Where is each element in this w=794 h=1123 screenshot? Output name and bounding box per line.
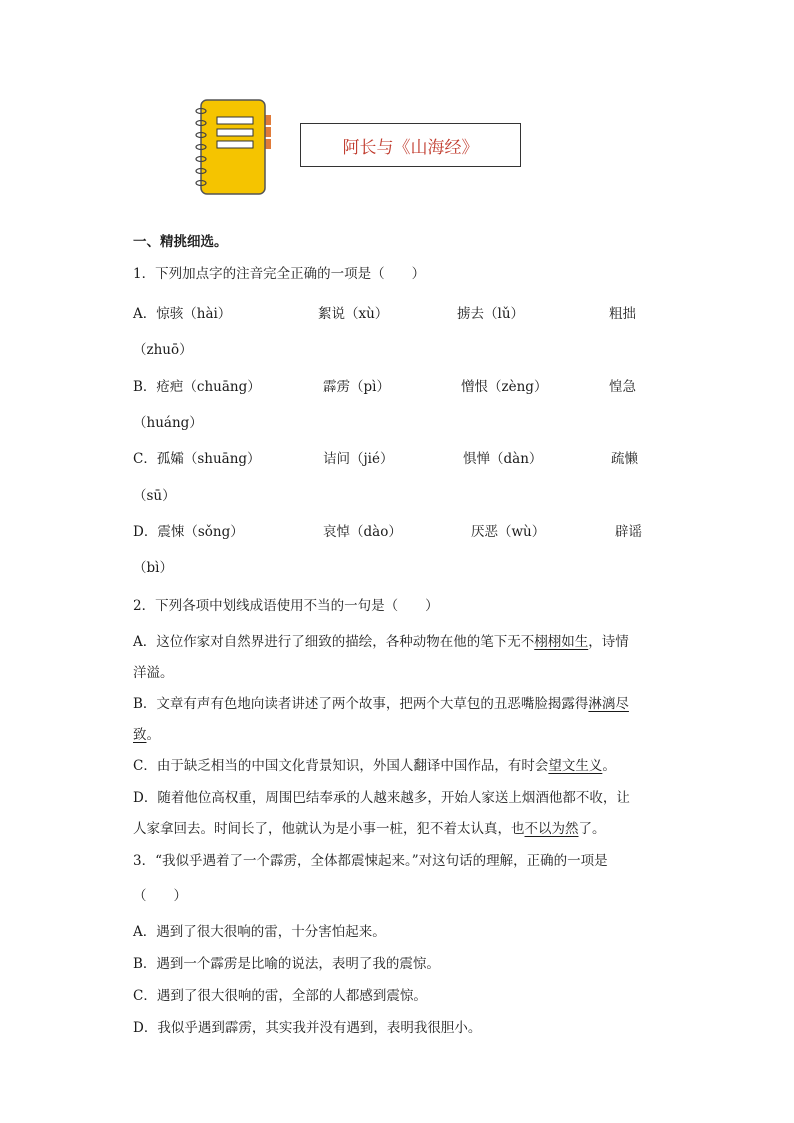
q1-c-item-1: C．孤孀（shuāng） [133,451,261,467]
q2-option-b-line-2: 致。 [133,727,160,743]
underlined-idiom: 望文生义 [548,758,603,774]
q2-option-a-line-1: A．这位作家对自然界进行了细致的描绘，各种动物在他的笔下无不栩栩如生，诗情 [133,634,629,650]
q3-option-a: A．遇到了很大很响的雷，十分害怕起来。 [133,924,386,940]
q1-c-item-3: 惧惮（dàn） [463,451,543,467]
q1-a-item-4-pinyin: （zhuō） [133,342,193,358]
q1-a-item-4: 粗拙 [609,306,636,322]
question-1-stem: 1．下列加点字的注音完全正确的一项是（ ） [133,266,426,282]
q1-d-item-4-pinyin: （bì） [133,560,173,576]
section-heading: 一、精挑细选。 [133,234,228,250]
underlined-idiom: 淋漓尽 [588,696,629,712]
question-2-stem: 2．下列各项中划线成语使用不当的一句是（ ） [133,598,439,614]
q1-d-item-3: 厌恶（wù） [471,524,546,540]
question-3-stem: 3．“我似乎遇着了一个霹雳，全体都震悚起来。”对这句话的理解，正确的一项是 [133,853,608,869]
q1-b-item-1: B．疮疤（chuāng） [133,379,261,395]
q2-option-c: C．由于缺乏相当的中国文化背景知识，外国人翻译中国作品，有时会望文生义。 [133,758,616,774]
underlined-idiom: 栩栩如生 [534,634,589,650]
notebook-icon [193,97,277,197]
q2-option-d-line-2: 人家拿回去。时间长了，他就认为是小事一桩，犯不着太认真，也不以为然了。 [133,821,606,837]
q1-b-item-3: 憎恨（zèng） [461,379,548,395]
q1-b-item-2: 霹雳（pì） [323,379,390,395]
q1-a-item-1: A．惊骇（hài） [133,306,232,322]
q1-b-item-4-pinyin: （huáng） [133,415,203,431]
q1-a-item-3: 掳去（lǔ） [457,306,525,322]
q1-b-item-4: 惶急 [609,379,636,395]
q3-option-c: C．遇到了很大很响的雷，全部的人都感到震惊。 [133,988,427,1004]
underlined-idiom-end: 致 [133,727,147,743]
q3-option-b: B．遇到一个霹雳是比喻的说法，表明了我的震惊。 [133,956,440,972]
q2-option-a-line-2: 洋溢。 [133,665,174,681]
q2-option-b-line-1: B．文章有声有色地向读者讲述了两个故事，把两个大草包的丑恶嘴脸揭露得淋漓尽 [133,696,629,712]
q3-option-d: D．我似乎遇到霹雳，其实我并没有遇到，表明我很胆小。 [133,1020,482,1036]
underlined-idiom: 不以为然 [524,821,579,837]
q2-option-d-line-1: D．随着他位高权重，周围巴结奉承的人越来越多，开始人家送上烟酒他都不收，让 [133,790,630,806]
question-3-paren: （ ） [133,888,187,904]
q1-c-item-4: 疏懒 [611,451,638,467]
q1-a-item-2: 絮说（xù） [318,306,389,322]
q1-d-item-1: D．震悚（sǒng） [133,524,244,540]
q1-d-item-2: 哀悼（dào） [323,524,402,540]
page-title: 阿长与《山海经》 [300,123,521,167]
q1-c-item-2: 诘问（jié） [323,451,394,467]
q1-d-item-4: 辟谣 [615,524,642,540]
q1-c-item-4-pinyin: （sū） [133,488,176,504]
